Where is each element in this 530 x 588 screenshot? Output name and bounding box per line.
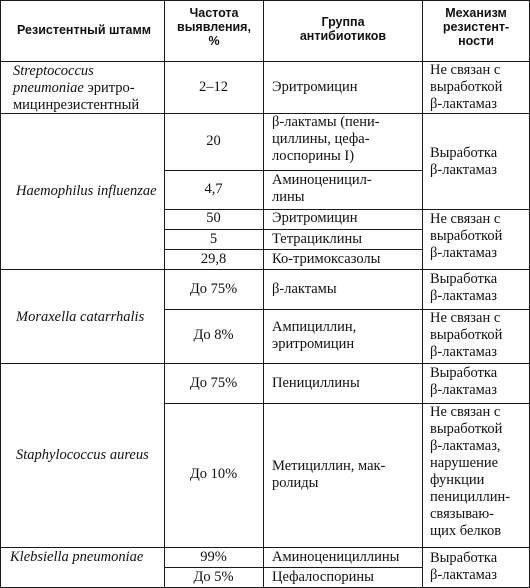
resistance-mechanism: Выработка β-лактамаз [430, 271, 498, 304]
antibiotic-group: Аминоценициллины [272, 549, 400, 565]
resistance-mechanism: Не связан с выработкой β-лактамаз [430, 310, 503, 360]
header-frequency: Частота выявления, % [177, 6, 251, 48]
antibiotic-group: Пенициллины [272, 375, 360, 391]
frequency-value: 4,7 [204, 181, 223, 197]
antibiotic-group: β-лактамы [272, 281, 337, 297]
header-antibiotic-group: Группа антибиотиков [299, 15, 387, 43]
row-divider [0, 269, 530, 270]
frequency-value: 5 [209, 231, 218, 247]
strain-name [13, 63, 163, 114]
column-divider [422, 0, 423, 588]
frequency-value: До 5% [193, 569, 234, 585]
strain-name: Haemophilus influenzae [16, 183, 157, 199]
antibiotic-group: Метициллин, мак- ролиды [272, 458, 386, 491]
subrow-divider [164, 229, 422, 230]
frequency-value: До 75% [189, 375, 238, 391]
row-divider [0, 363, 530, 364]
frequency-value: До 10% [189, 466, 238, 482]
frequency-value: 99% [200, 549, 227, 565]
antibiotic-group: Эритромицин [272, 210, 358, 226]
row-divider [0, 547, 530, 548]
antibiotic-group: β-лактамы (пени- циллины, цефа- лоспорины I) [272, 114, 380, 164]
antibiotic-group: Цефалоспорины [272, 569, 374, 585]
resistance-mechanism: Выработка β-лактамаз [430, 365, 498, 398]
frequency-value: 50 [206, 210, 221, 226]
frequency-value: 20 [206, 133, 221, 149]
header-strain: Резистентный штамм [17, 23, 151, 37]
table-border-left [0, 0, 1, 588]
column-divider [263, 0, 264, 588]
frequency-value: 2–12 [199, 79, 228, 95]
strain-name-suffix: эритро- мицинрезистентный [13, 80, 140, 113]
resistance-mechanism: Выработка β-лактамаз [430, 550, 498, 583]
header-mechanism: Механизм резистент-ности [442, 6, 510, 48]
antibiotic-group: Аминоценицил- лины [272, 172, 372, 205]
resistance-mechanism: Выработка β-лактамаз [430, 145, 498, 178]
strain-name: Staphylococcus aureus [16, 447, 149, 463]
antibiotic-group: Эритромицин [272, 79, 358, 95]
resistance-mechanism: Не связан с выработкой β-лактамаз [430, 211, 503, 261]
resistance-mechanism: Не связан с выработкой β-лактамаз, нарушение функции пенициллин- связываю- щих белков [430, 404, 511, 539]
strain-name-italic: Streptococcus pneumoniae [13, 63, 94, 96]
strain-name: Moraxella catarrhalis [16, 309, 145, 325]
antibiotic-group: Тетрациклины [272, 231, 363, 247]
frequency-value: До 75% [189, 281, 238, 297]
resistance-mechanism: Не связан с выработкой β-лактамаз [430, 62, 503, 112]
subrow-divider [164, 249, 422, 250]
frequency-value: 29,8 [200, 251, 227, 267]
subrow-divider [164, 170, 422, 171]
antibiotic-group: Ко-тримоксазолы [272, 251, 381, 267]
strain-name: Klebsiella pneumoniae [10, 549, 144, 565]
subrow-divider [164, 567, 422, 568]
table-border-top [0, 0, 530, 1]
frequency-value: До 8% [193, 327, 234, 343]
antibiotic-group: Ампициллин, эритромицин [272, 319, 357, 352]
